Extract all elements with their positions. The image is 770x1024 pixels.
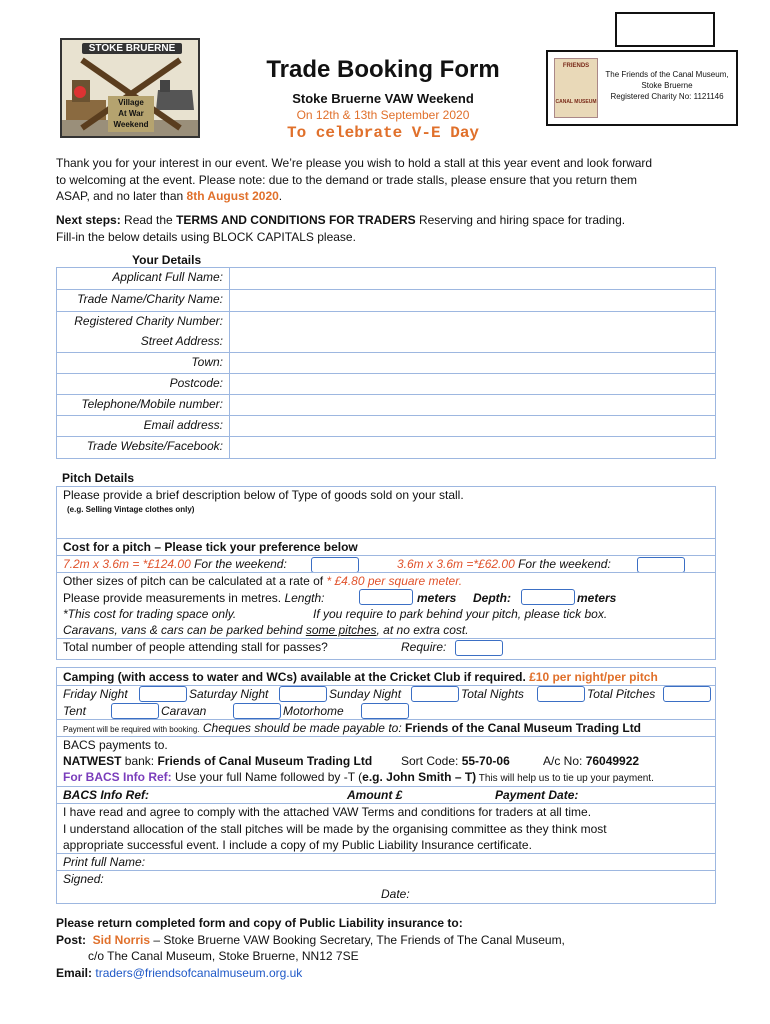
- details-field-input[interactable]: [231, 269, 715, 287]
- return-heading: Please return completed form and copy of Public Liability insurance to:: [56, 916, 463, 930]
- pitch-option-small-price: 3.6m x 3.6m =*£62.00: [397, 557, 515, 571]
- next-steps-text2: Reserving and hiring space for trading.: [415, 213, 626, 227]
- divider: [57, 572, 715, 573]
- meters-label-2: meters: [577, 591, 617, 605]
- account-number-value: 76049922: [585, 754, 640, 768]
- signed-label: Signed:: [63, 872, 104, 886]
- camping-price: £10 per night/per pitch: [529, 670, 658, 684]
- tent-label: Tent: [63, 704, 86, 718]
- meters-label-1: meters: [417, 591, 457, 605]
- measurements-text: Please provide measurements in metres.: [63, 591, 282, 605]
- camping-payment-table: [56, 667, 716, 904]
- caravans-note: [63, 623, 469, 637]
- bacs-ref-help: This will help us to tie up your payment.: [476, 773, 654, 784]
- pitch-heading: Pitch Details: [62, 471, 135, 485]
- intro-p1: Thank you for your interest in our event. We’re please you wish to hold a stall at this year event and look forward: [56, 156, 653, 170]
- bank-label: bank:: [121, 754, 158, 768]
- charity-line2: Stoke Bruerne: [641, 81, 693, 90]
- charity-line3: Registered Charity No: 1121146: [610, 92, 724, 101]
- celebrate-line: To celebrate V-E Day: [286, 124, 480, 142]
- passes-prompt: Total number of people attending stall for passes?: [63, 640, 328, 654]
- motorhome-input[interactable]: [361, 703, 409, 719]
- sort-code: [401, 754, 510, 768]
- bacs-ref-label: For BACS Info Ref:: [63, 770, 172, 784]
- charity-line1: The Friends of the Canal Museum,: [605, 70, 729, 79]
- depth-label: Depth:: [473, 591, 511, 605]
- details-field-input[interactable]: [231, 333, 715, 351]
- email-line: [56, 966, 302, 980]
- sort-code-label: Sort Code:: [401, 754, 462, 768]
- agree-line-1: I have read and agree to comply with the attached VAW Terms and conditions for traders at all time.: [63, 805, 592, 819]
- details-row-divider: [57, 352, 715, 353]
- friday-night-input[interactable]: [139, 686, 187, 702]
- caravans-text-a: Caravans, vans & cars can be parked behind: [63, 623, 306, 637]
- details-field-label: Telephone/Mobile number:: [81, 397, 223, 411]
- account-name: Friends of Canal Museum Trading Ltd: [157, 754, 373, 768]
- block-capitals-note: Fill-in the below details using BLOCK CAPITALS please.: [56, 230, 356, 244]
- payee: Friends of the Canal Museum Trading Ltd: [405, 721, 642, 735]
- caravans-text-b: , at no extra cost.: [376, 623, 469, 637]
- email-label: Email:: [56, 966, 93, 980]
- other-sizes: [63, 574, 462, 588]
- details-field-label: Trade Name/Charity Name:: [77, 292, 223, 306]
- post-label: Post:: [56, 933, 86, 947]
- divider: [57, 719, 715, 720]
- bacs-ref-instructions: [63, 770, 654, 784]
- total-nights-label: Total Nights: [461, 687, 524, 701]
- payment-payable: [63, 721, 641, 735]
- caravan-label: Caravan: [161, 704, 207, 718]
- agree-line-3: appropriate successful event. I include a copy of my Public Liability Insurance certificate.: [63, 838, 532, 852]
- sunday-night-input[interactable]: [411, 686, 459, 702]
- email-link[interactable]: traders@friendsofcanalmuseum.org.uk: [95, 966, 303, 980]
- details-field-input[interactable]: [231, 375, 715, 393]
- office-use-box: [615, 12, 715, 47]
- post-address-1: – Stoke Bruerne VAW Booking Secretary, The Friends of The Canal Museum,: [150, 933, 565, 947]
- charity-badge-top: FRIENDS: [562, 63, 590, 69]
- pitch-option-large-checkbox[interactable]: [311, 557, 359, 573]
- details-field-input[interactable]: [231, 417, 715, 435]
- terms-link[interactable]: TERMS AND CONDITIONS FOR TRADERS: [176, 213, 416, 227]
- charity-box: [546, 50, 738, 126]
- sunday-label: Sunday Night: [329, 687, 402, 701]
- details-field-input[interactable]: [231, 291, 715, 309]
- pitch-option-small-label: For the weekend:: [514, 557, 611, 571]
- print-name-field[interactable]: [167, 854, 707, 869]
- passes-input[interactable]: [455, 640, 503, 656]
- post-address-2: c/o The Canal Museum, Stoke Bruerne, NN12 7SE: [88, 949, 359, 963]
- details-field-input[interactable]: [231, 354, 715, 372]
- caravan-input[interactable]: [233, 703, 281, 719]
- motorhome-label: Motorhome: [283, 704, 344, 718]
- camping-heading: [63, 670, 658, 684]
- amount-label: Amount £: [347, 788, 403, 802]
- cost-note: *This cost for trading space only.: [63, 607, 237, 621]
- date-label: Date:: [381, 887, 410, 901]
- goods-description-field[interactable]: [57, 503, 715, 539]
- next-steps-text1: Read the: [120, 213, 177, 227]
- pitch-description-prompt: Please provide a brief description below of Type of goods sold on your stall.: [63, 488, 464, 502]
- total-pitches-label: Total Pitches: [587, 687, 656, 701]
- payment-required: Payment will be required with booking.: [63, 725, 200, 734]
- logo-line2: At War: [118, 109, 144, 118]
- divider: [57, 803, 715, 804]
- charity-badge-bottom: CANAL MUSEUM: [555, 99, 597, 105]
- payment-date-label: Payment Date:: [495, 788, 579, 802]
- details-field-label: Town:: [191, 355, 223, 369]
- saturday-label: Saturday Night: [189, 687, 269, 701]
- charity-badge: [554, 58, 598, 118]
- bacs-ref-text: Use your full Name followed by -T (: [171, 770, 363, 784]
- divider: [57, 786, 715, 787]
- park-note: If you require to park behind your pitch, please tick box.: [313, 607, 608, 621]
- details-field-label: Postcode:: [169, 376, 223, 390]
- details-field-label: Registered Charity Number:: [74, 314, 223, 328]
- saturday-night-input[interactable]: [279, 686, 327, 702]
- bank-name: NATWEST: [63, 754, 122, 768]
- agree-line-2: I understand allocation of the stall pitches will be made by the organising committee as they think most: [63, 822, 607, 836]
- vaw-logo: [60, 38, 200, 138]
- pitch-option-small: [397, 557, 611, 571]
- next-steps: [56, 213, 625, 227]
- pitch-example: (e.g. Selling Vintage clothes only): [67, 505, 195, 514]
- details-field-label: Applicant Full Name:: [112, 270, 223, 284]
- details-row-divider: [57, 436, 715, 437]
- total-pitches-input[interactable]: [663, 686, 711, 702]
- secretary-name: Sid Norris: [92, 933, 151, 947]
- details-divider: [229, 268, 230, 458]
- post-line: [56, 933, 565, 947]
- details-field-input[interactable]: [231, 396, 715, 414]
- divider: [57, 555, 715, 556]
- bacs-ref-example: e.g. John Smith – T): [362, 770, 477, 784]
- sort-code-value: 55-70-06: [461, 754, 510, 768]
- event-dates: On 12th & 13th September 2020: [296, 108, 470, 122]
- natwest-line: [63, 754, 372, 768]
- measurements-prompt: [63, 591, 325, 605]
- details-field-input[interactable]: [231, 438, 715, 456]
- cheques-text: Cheques should be made payable to:: [199, 721, 405, 735]
- intro-p3a: ASAP, and no later than: [56, 189, 187, 203]
- require-label: Require:: [401, 640, 447, 654]
- details-field-label: Trade Website/Facebook:: [86, 439, 223, 453]
- deadline-date: 8th August 2020: [186, 189, 279, 203]
- next-steps-label: Next steps:: [56, 213, 121, 227]
- logo-top-text: STOKE BRUERNE: [82, 43, 182, 54]
- details-field-input[interactable]: [231, 313, 715, 331]
- intro-p3: [56, 189, 282, 203]
- logo-line3: Weekend: [113, 120, 149, 129]
- cost-heading: Cost for a pitch – Please tick your preference below: [63, 540, 358, 554]
- intro-p2: to welcoming at the event. Please note: due to the demand or trade stalls, please ensure that you return them: [56, 173, 638, 187]
- per-metre-rate: * £4.80 per square meter.: [326, 574, 463, 588]
- account-number-label: A/c No:: [543, 754, 586, 768]
- signature-field[interactable]: [137, 871, 707, 886]
- form-title: Trade Booking Form: [266, 56, 500, 83]
- length-input[interactable]: [359, 589, 413, 605]
- details-table: [56, 267, 716, 459]
- pitch-table: [56, 486, 716, 660]
- divider: [57, 638, 715, 639]
- pitch-option-large: [63, 557, 287, 571]
- intro-p3c: .: [278, 189, 283, 203]
- caravans-underlined: some pitches: [305, 623, 377, 637]
- logo-line1: Village: [118, 98, 144, 107]
- depth-input[interactable]: [521, 589, 575, 605]
- total-nights-input[interactable]: [537, 686, 585, 702]
- pitch-option-small-checkbox[interactable]: [637, 557, 685, 573]
- divider: [57, 538, 715, 539]
- details-row-divider: [57, 289, 715, 290]
- details-row-divider: [57, 311, 715, 312]
- bacs-info-ref-label: BACS Info Ref:: [63, 788, 149, 802]
- details-field-label: Email address:: [143, 418, 223, 432]
- details-heading: Your Details: [132, 253, 202, 267]
- divider: [57, 736, 715, 737]
- length-label: Length:: [284, 591, 325, 605]
- details-field-label: Street Address:: [140, 334, 223, 348]
- event-subtitle: Stoke Bruerne VAW Weekend: [292, 91, 474, 106]
- details-row-divider: [57, 415, 715, 416]
- friday-label: Friday Night: [63, 687, 128, 701]
- print-name-label: Print full Name:: [63, 855, 146, 869]
- other-sizes-text: Other sizes of pitch can be calculated at a rate of: [63, 574, 327, 588]
- tent-input[interactable]: [111, 703, 159, 719]
- details-row-divider: [57, 373, 715, 374]
- pitch-option-large-label: For the weekend:: [190, 557, 287, 571]
- pitch-option-large-price: 7.2m x 3.6m = *£124.00: [63, 557, 191, 571]
- bacs-heading: BACS payments to.: [63, 738, 168, 752]
- account-number: [543, 754, 639, 768]
- details-row-divider: [57, 394, 715, 395]
- camping-heading-text: Camping (with access to water and WCs) available at the Cricket Club if required.: [63, 670, 526, 684]
